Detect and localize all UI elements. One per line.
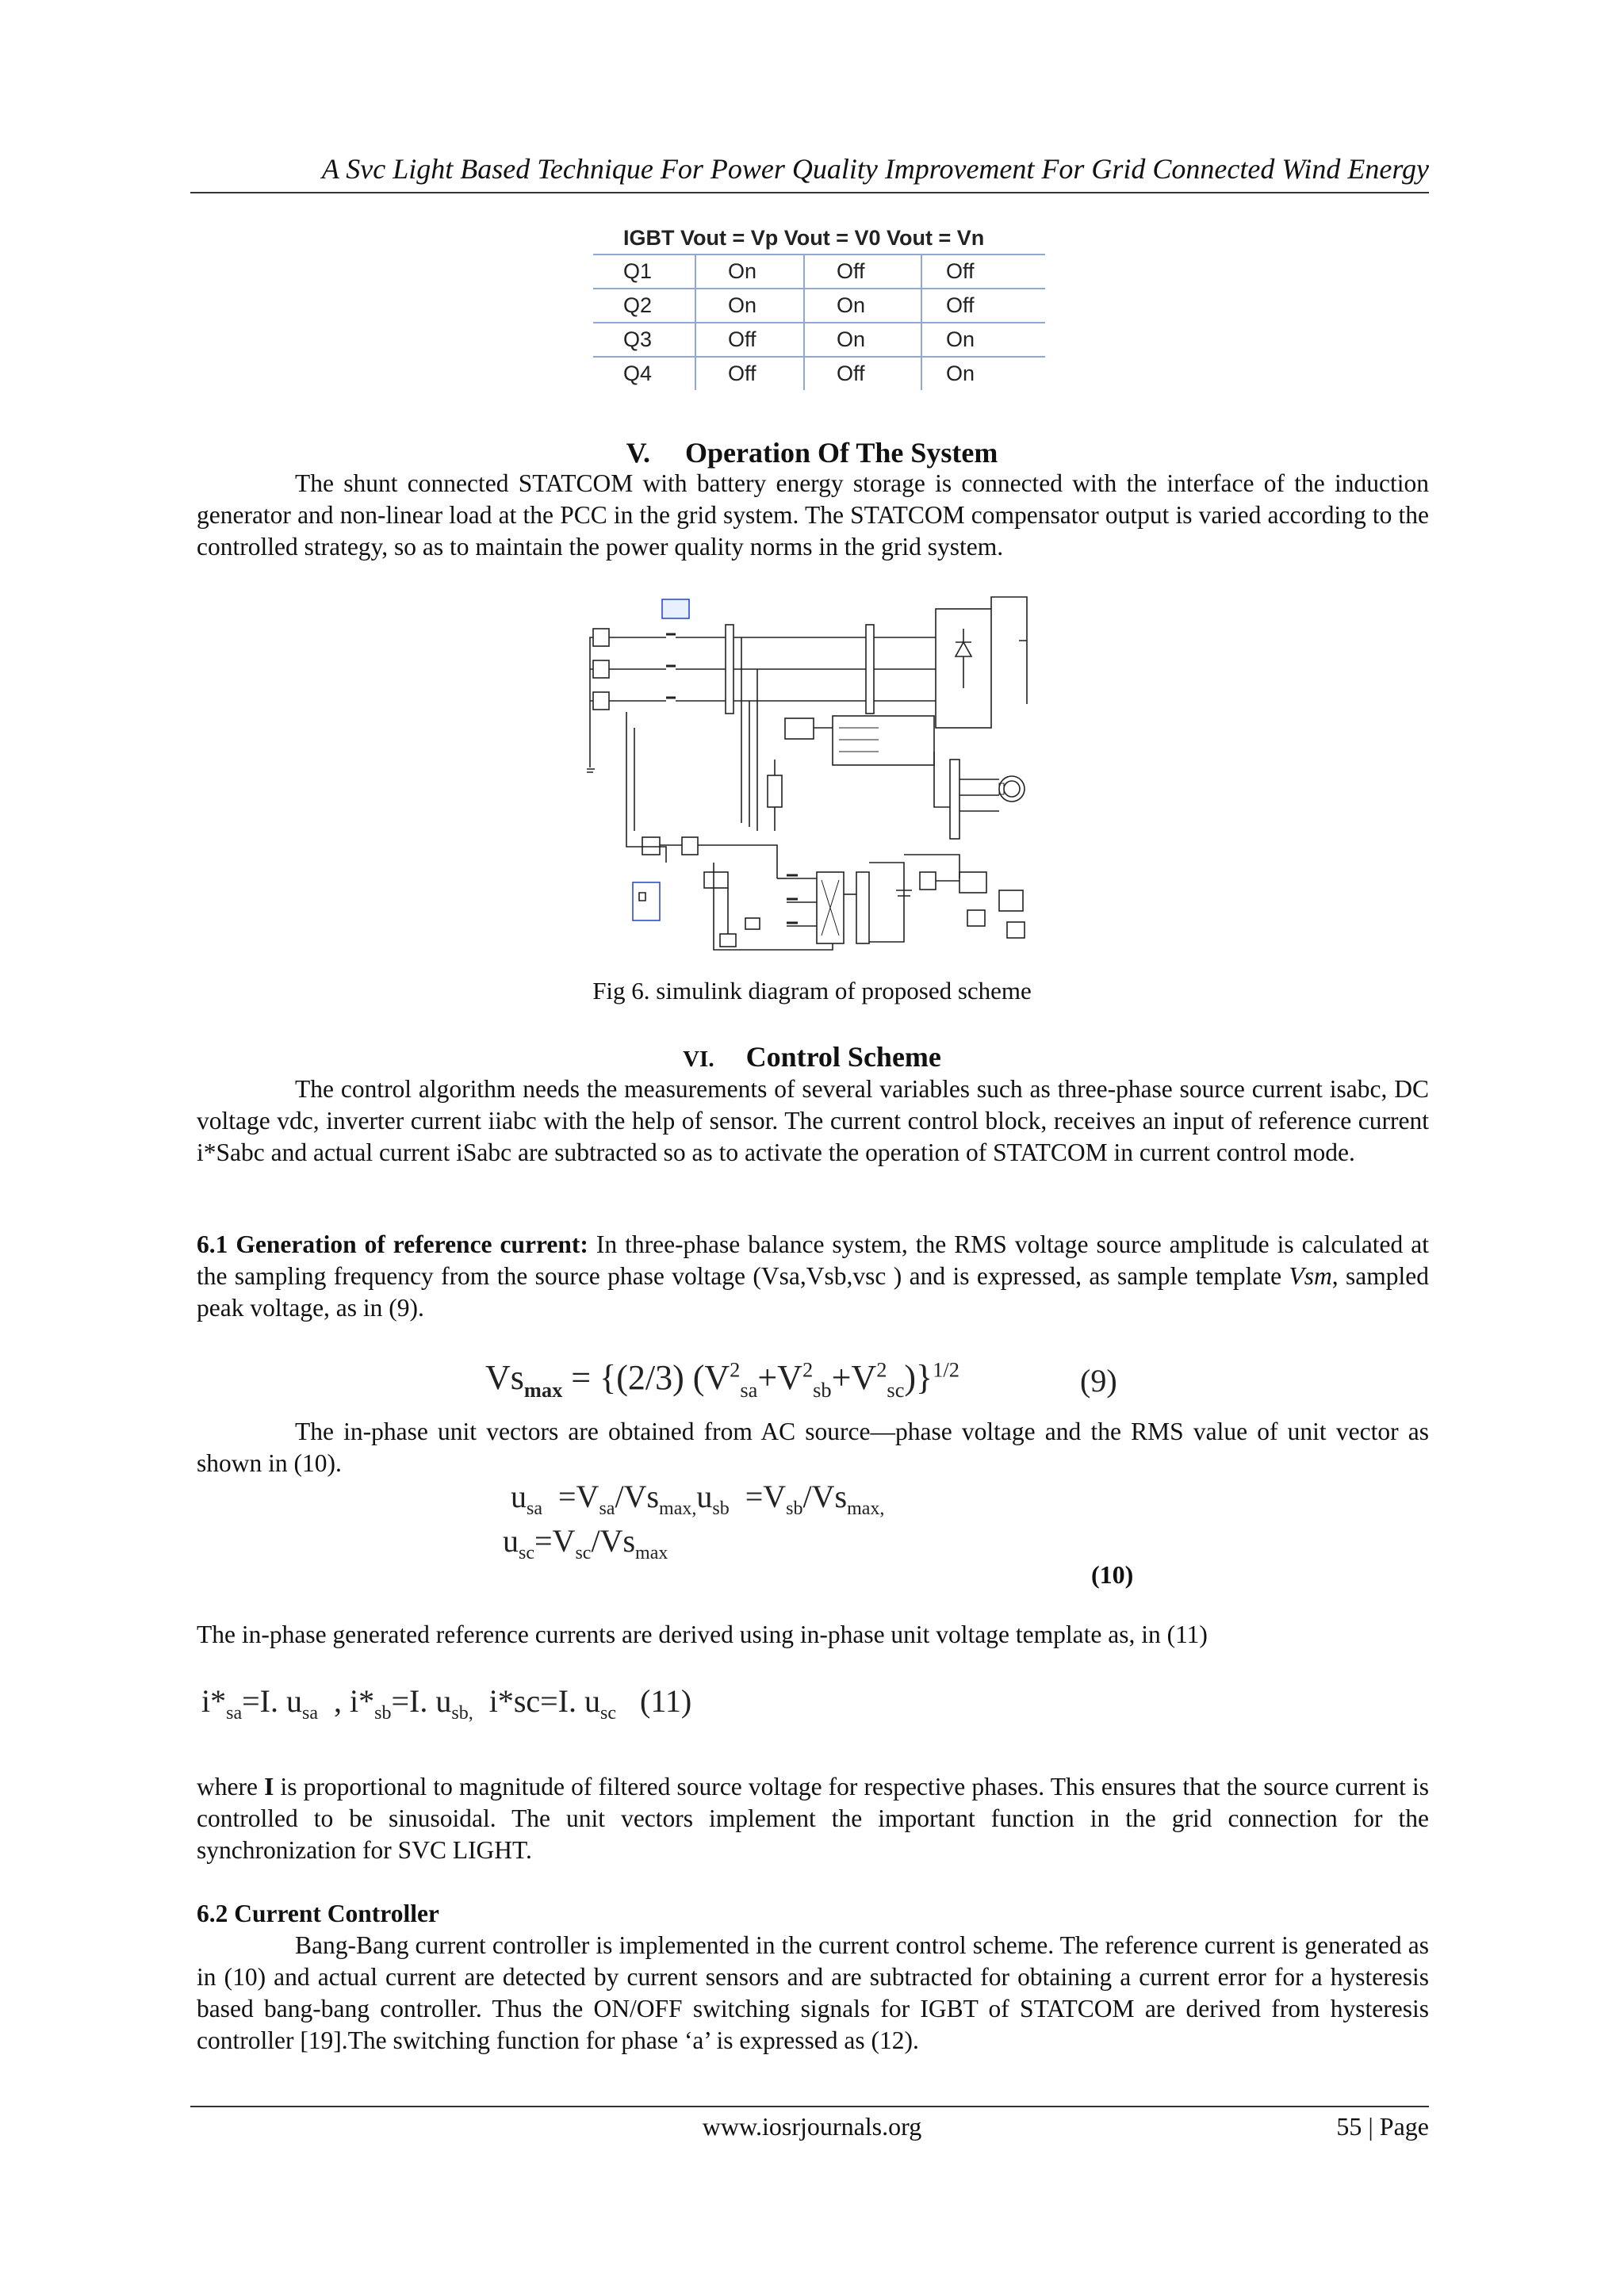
paragraph	[197, 1619, 1429, 1651]
footer-url: www.iosrjournals.org	[702, 2112, 922, 2141]
table-cell: On	[695, 289, 803, 322]
table-row	[593, 288, 1045, 322]
igbt-table-header: IGBT Vout = Vp Vout = V0 Vout = Vn	[623, 226, 985, 250]
equation-number: (9)	[1080, 1363, 1117, 1399]
table-row	[593, 356, 1045, 390]
paragraph	[197, 1073, 1429, 1169]
table-cell: Off	[921, 255, 1045, 288]
paragraph-text: The in-phase unit vectors are obtained from AC source—phase voltage and the RMS value of unit vector as shown in (10).	[197, 1418, 1429, 1477]
igbt-switching-table	[593, 222, 1045, 390]
table-cell: Q1	[623, 259, 653, 283]
paragraph-text: Bang-Bang current controller is implemented in the current control scheme. The reference current is generated as in (10) and actual current are detected by current sensors and are subtracted for obtaining a current error for a hysteresis based bang-bang controller. Thus the ON/OFF switching signals for IGBT of STATCOM are derived from hysteresis controller [19].The switching function for phase ‘a’ is expressed as (12).	[197, 1931, 1429, 2054]
footer-page-number: 55 | Page	[1336, 2112, 1429, 2141]
footer-rule	[190, 2106, 1429, 2107]
paragraph-text: The shunt connected STATCOM with battery energy storage is connected with the interface of the induction generator and non-linear load at the PCC in the grid system. The STATCOM compensator output is varied according to the controlled strategy, so as to maintain the power quality norms in the grid system.	[197, 469, 1429, 561]
header-rule	[190, 192, 1429, 193]
bold-term: I	[264, 1773, 274, 1800]
paragraph	[197, 468, 1429, 563]
section-title: Control Scheme	[745, 1041, 941, 1073]
table-cell: Off	[803, 358, 921, 390]
table-cell: On	[695, 255, 803, 288]
paragraph-text: The in-phase generated reference currents are derived using in-phase unit voltage template as, in (11)	[197, 1621, 1208, 1648]
table-cell: Off	[695, 323, 803, 356]
equation-11: $i*_{sa}=I$. $u_{sa}$ , $i*_{sb}=I$. $u_{sb,}$ i*sc=I. $u_{sc}$ (11)	[201, 1683, 692, 1724]
table-cell: Q2	[623, 293, 653, 317]
equation-9: $Vs_{max} = \{(2/3)$ $(V^2_{sa}+V^2_{sb}+V^2_{sc})\}^{1/2}$	[485, 1357, 959, 1402]
subsection-heading: 6.2 Current Controller	[197, 1900, 439, 1927]
paragraph-text: The control algorithm needs the measurements of several variables such as three-phase source current isabc, DC voltage vdc, inverter current iiabc with the help of sensor. The current control block, receives an input of reference current i*Sabc and actual current iSabc are subtracted so as to activate the operation of STATCOM in current control mode.	[197, 1075, 1429, 1166]
section-number: V.	[626, 437, 650, 469]
running-header: A Svc Light Based Technique For Power Quality Improvement For Grid Connected Wind Energy	[321, 153, 1429, 185]
table-cell: Off	[921, 289, 1045, 322]
table-cell: On	[803, 289, 921, 322]
section-heading	[0, 1040, 1624, 1073]
paragraph	[197, 1930, 1429, 2057]
table-row	[593, 254, 1045, 288]
paragraph	[197, 1416, 1429, 1479]
paragraph-text: , sampled peak voltage, as in (9).	[197, 1262, 1429, 1322]
figure-caption: Fig 6. simulink diagram of proposed scheme	[592, 977, 1032, 1004]
table-cell: Off	[695, 358, 803, 390]
section-title: Operation Of The System	[685, 437, 998, 469]
table-cell: On	[803, 323, 921, 356]
table-cell: On	[921, 323, 1045, 356]
table-row	[593, 322, 1045, 356]
table-cell: Q4	[623, 362, 653, 385]
paragraph-text: where	[197, 1773, 265, 1800]
simulink-diagram-figure	[587, 593, 1031, 975]
subsection-heading: 6.1 Generation of reference current:	[197, 1230, 588, 1258]
equation-number: (10)	[1091, 1560, 1134, 1589]
table-cell: Q3	[623, 327, 653, 351]
paragraph	[197, 1771, 1429, 1866]
italic-term: Vsm	[1289, 1262, 1332, 1290]
paragraph	[197, 1229, 1429, 1324]
table-cell: On	[921, 358, 1045, 390]
equation-10-line2: $u_{sc}=V_{sc}/Vs_{max}$	[503, 1523, 668, 1563]
paragraph-text: In three-phase balance system, the RMS voltage source amplitude is calculated at the sampling frequency from the source phase voltage (Vsa,Vsb,vsc ) and is expressed, as sample template	[197, 1230, 1430, 1290]
paragraph-text: is proportional to magnitude of filtered source voltage for respective phases. This ensures that the source current is controlled to be sinusoidal. The unit vectors implement the important function in the grid connection for the synchronization for SVC LIGHT.	[197, 1773, 1430, 1864]
section-heading	[0, 436, 1624, 469]
section-number: VI.	[683, 1047, 714, 1072]
table-cell: Off	[803, 255, 921, 288]
equation-10-line1: $u_{sa} =V_{sa}/Vs_{max,}u_{sb} =V_{sb}/Vs_{max,}$	[511, 1479, 885, 1519]
equation-number: (11)	[640, 1683, 692, 1719]
